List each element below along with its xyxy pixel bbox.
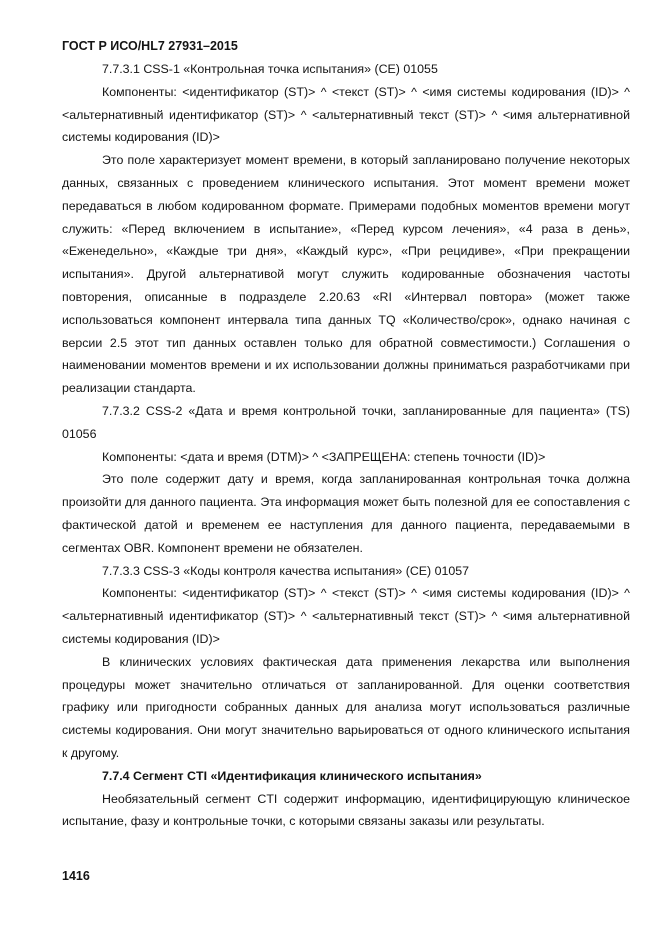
section-heading-css3: 7.7.3.3 CSS-3 «Коды контроля качества испытания» (CE) 01057	[102, 563, 470, 578]
components-paragraph-css1: Компоненты: <идентификатор (ST)> ^ <текст (ST)> ^ <имя системы кодирования (ID)> ^ <альтернативный идентификатор (ST)> ^ <альтернативный текст (ST)> ^ <имя альтернативной системы кодирования (ID)>	[62, 84, 630, 145]
section-heading-css2: 7.7.3.2 CSS-2 «Дата и время контрольной точки, запланированные для пациента» (TS) 01056	[62, 403, 630, 441]
document-page	[62, 36, 630, 833]
body-paragraph: Необязательный сегмент CTI содержит информацию, идентифицирующую клиническое испытание, фазу и контрольные точки, с которыми связаны заказы или результаты.	[62, 791, 630, 829]
section-heading-cti: 7.7.4 Сегмент CTI «Идентификация клинического испытания»	[102, 768, 482, 783]
body-paragraph: Это поле содержит дату и время, когда запланированная контрольная точка должна произойти для данного пациента. Эта информация может быть полезной для ее сопоставления с фактической датой и временем ее наступления для данного пациента, передаваемыми в сегментах OBR. Компонент времени не обязателен.	[62, 472, 630, 555]
section-heading-css1: 7.7.3.1 CSS-1 «Контрольная точка испытания» (CE) 01055	[102, 62, 438, 76]
page-number: 1416	[62, 869, 90, 883]
body-paragraph: В клинических условиях фактическая дата применения лекарства или выполнения процедуры может значительно отличаться от запланированной. Для оценки соответствия графику или пригодности собранных данных для анализа могут использоваться различные системы кодирования. Они могут значительно варьироваться от одного клинического испытания к другому.	[62, 654, 630, 760]
components-paragraph-css3: Компоненты: <идентификатор (ST)> ^ <текст (ST)> ^ <имя системы кодирования (ID)> ^ <альтернативный идентификатор (ST)> ^ <альтернативный текст (ST)> ^ <имя альтернативной системы кодирования (ID)>	[62, 586, 630, 646]
body-paragraph: Это поле характеризует момент времени, в который запланировано получение некоторых данных, связанных с проведением клинического испытания. Этот момент времени может передаваться в любом кодированном формате. Примерами подобных моментов времени могут служить: «Перед включением в испытание», «Перед курсом лечения», «4 раза в день», «Еженедельно», «Каждые три дня», «Каждый курс», «При рецидиве», «При прекращении испытания». Другой альтернативой могут служить кодированные обозначения частоты повторения, описанные в подразделе 2.20.63 «RI «Интервал повтора» (может также использоваться компонент интервала типа данных TQ «Количество/срок», однако начиная с версии 2.5 этот тип данных оставлен только для обратной совместимости.) Соглашения о наименовании моментов времени и их использовании должны приниматься разработчиками при реализации стандарта.	[62, 153, 630, 396]
document-header: ГОСТ Р ИСО/HL7 27931–2015	[62, 39, 238, 53]
components-paragraph-css2: Компоненты: <дата и время (DTM)> ^ <ЗАПРЕЩЕНА: степень точности (ID)>	[102, 449, 546, 464]
